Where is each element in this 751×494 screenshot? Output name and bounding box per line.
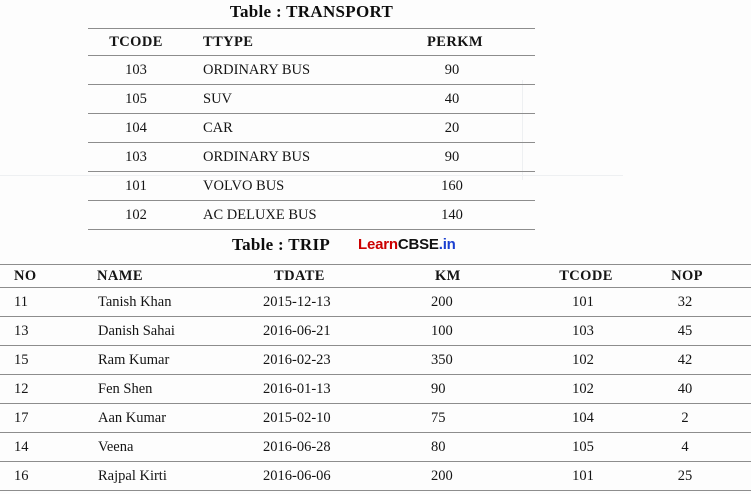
cell-km: 90 — [409, 375, 525, 404]
trip-table — [0, 264, 751, 491]
trip-table-body — [0, 288, 751, 491]
transport-table-title: Table : TRANSPORT — [229, 2, 394, 21]
cell-nop: 40 — [641, 375, 751, 404]
table-header-row — [88, 29, 535, 56]
column-header-perkm: PERKM — [403, 29, 535, 56]
cell-ttype: SUV — [184, 85, 403, 114]
trip-table-title: Table : TRIP — [232, 235, 331, 254]
table-row — [88, 201, 535, 230]
cell-nop: 4 — [641, 433, 751, 462]
column-header-tdate: TDATE — [237, 265, 409, 288]
cell-nop: 45 — [641, 317, 751, 346]
cell-km: 100 — [409, 317, 525, 346]
cell-tcode: 103 — [88, 56, 184, 85]
cell-perkm: 140 — [403, 201, 535, 230]
cell-name: Rajpal Kirti — [70, 462, 237, 491]
cell-tdate: 2016-02-23 — [237, 346, 409, 375]
cell-tcode: 103 — [525, 317, 641, 346]
cell-nop: 25 — [641, 462, 751, 491]
cell-tcode: 102 — [525, 375, 641, 404]
table-row — [0, 375, 751, 404]
column-header-km: KM — [409, 265, 525, 288]
cell-tcode: 105 — [525, 433, 641, 462]
cell-nop: 2 — [641, 404, 751, 433]
cell-ttype: CAR — [184, 114, 403, 143]
cell-no: 12 — [0, 375, 70, 404]
table-row — [88, 56, 535, 85]
table-row — [0, 346, 751, 375]
column-header-tcode: TCODE — [525, 265, 641, 288]
table-row — [88, 143, 535, 172]
cell-tcode: 101 — [88, 172, 184, 201]
cell-tdate: 2015-12-13 — [237, 288, 409, 317]
cell-km: 75 — [409, 404, 525, 433]
table-row — [0, 317, 751, 346]
cell-tcode: 105 — [88, 85, 184, 114]
cell-tcode: 101 — [525, 462, 641, 491]
table-row — [88, 85, 535, 114]
cell-km: 200 — [409, 288, 525, 317]
column-header-name: NAME — [70, 265, 237, 288]
cell-name: Veena — [70, 433, 237, 462]
cell-ttype: VOLVO BUS — [184, 172, 403, 201]
transport-table-body — [88, 56, 535, 230]
cell-no: 11 — [0, 288, 70, 317]
cell-tcode: 103 — [88, 143, 184, 172]
table-header-row — [0, 265, 751, 288]
table-row — [88, 114, 535, 143]
cell-ttype: ORDINARY BUS — [184, 56, 403, 85]
cell-name: Fen Shen — [70, 375, 237, 404]
watermark-part-learn: Learn — [358, 236, 398, 253]
table-row — [0, 288, 751, 317]
cell-nop: 32 — [641, 288, 751, 317]
watermark-part-cbse: CBSE — [397, 236, 439, 253]
transport-table — [88, 28, 535, 230]
column-header-tcode: TCODE — [88, 29, 184, 56]
cell-tcode: 102 — [525, 346, 641, 375]
table-row — [0, 433, 751, 462]
cell-no: 13 — [0, 317, 70, 346]
cell-tdate: 2016-06-06 — [237, 462, 409, 491]
column-header-no: NO — [0, 265, 70, 288]
cell-perkm: 90 — [403, 56, 535, 85]
learncbse-watermark — [358, 236, 456, 253]
cell-perkm: 40 — [403, 85, 535, 114]
cell-perkm: 90 — [403, 143, 535, 172]
cell-perkm: 160 — [403, 172, 535, 201]
table-row — [0, 462, 751, 491]
cell-tcode: 101 — [525, 288, 641, 317]
cell-tcode: 104 — [525, 404, 641, 433]
cell-tdate: 2015-02-10 — [237, 404, 409, 433]
cell-no: 15 — [0, 346, 70, 375]
watermark-part-tld: .in — [438, 236, 456, 253]
cell-ttype: ORDINARY BUS — [184, 143, 403, 172]
trip-table-head — [0, 265, 751, 288]
cell-no: 14 — [0, 433, 70, 462]
cell-km: 200 — [409, 462, 525, 491]
cell-tcode: 104 — [88, 114, 184, 143]
cell-tdate: 2016-06-28 — [237, 433, 409, 462]
table-row — [0, 404, 751, 433]
cell-km: 350 — [409, 346, 525, 375]
cell-tcode: 102 — [88, 201, 184, 230]
cell-ttype: AC DELUXE BUS — [184, 201, 403, 230]
cell-no: 17 — [0, 404, 70, 433]
transport-table-head — [88, 29, 535, 56]
column-header-nop: NOP — [641, 265, 751, 288]
cell-tdate: 2016-06-21 — [237, 317, 409, 346]
column-header-ttype: TTYPE — [184, 29, 403, 56]
cell-name: Aan Kumar — [70, 404, 237, 433]
table-row — [88, 172, 535, 201]
cell-no: 16 — [0, 462, 70, 491]
cell-km: 80 — [409, 433, 525, 462]
cell-name: Ram Kumar — [70, 346, 237, 375]
cell-perkm: 20 — [403, 114, 535, 143]
cell-name: Danish Sahai — [70, 317, 237, 346]
cell-tdate: 2016-01-13 — [237, 375, 409, 404]
cell-nop: 42 — [641, 346, 751, 375]
cell-name: Tanish Khan — [70, 288, 237, 317]
